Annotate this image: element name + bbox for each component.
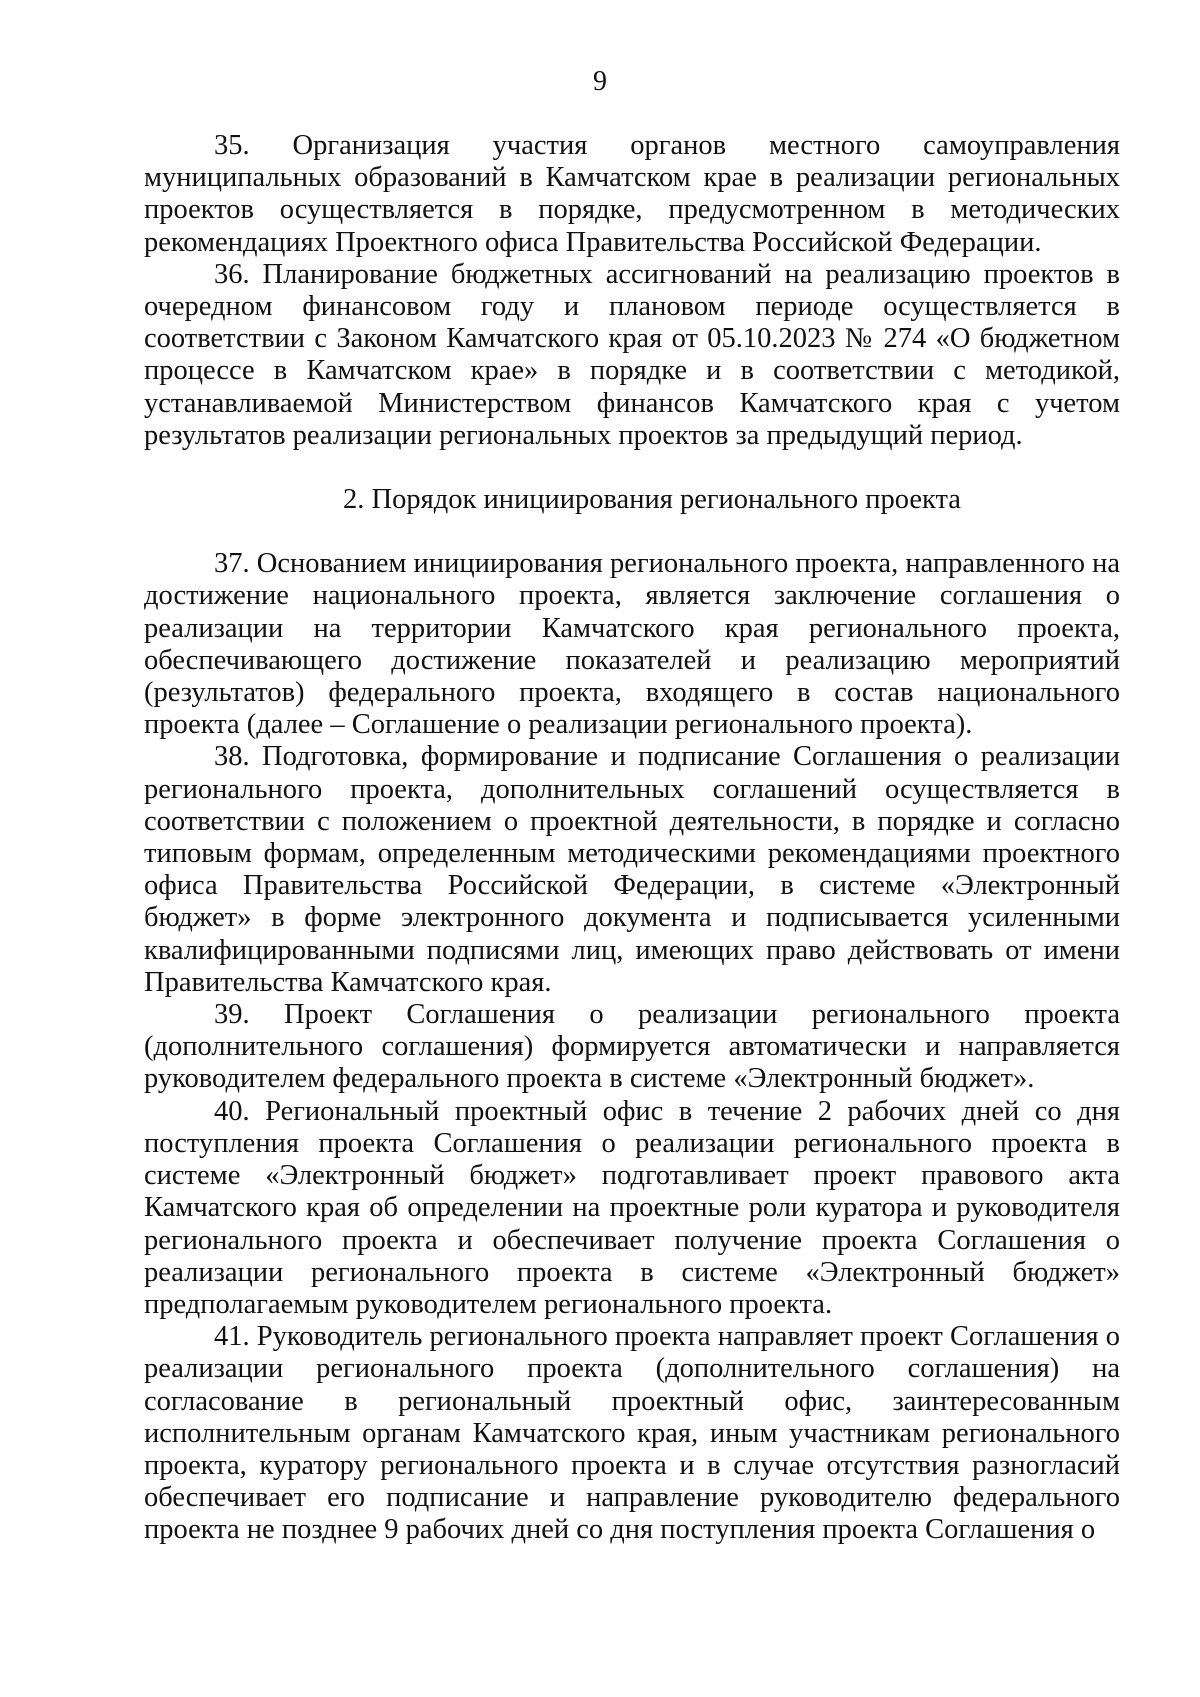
paragraph-38: 38. Подготовка, формирование и подписание Соглашения о реализации регионального проекта, дополнительных соглашений осуществляется в соответствии с положением о проектной деятельности, в порядке и согласно типовым формам, определенным методическими рекомендациями проектного офиса Правительства Российской Федерации, в системе «Электронный бюджет» в форме электронного документа и подписывается усиленными квалифицированными подписями лиц, имеющих право действовать от имени Правительства Камчатского края. [144,741,1120,998]
section-heading: 2. Порядок инициирования регионального проекта [343,484,961,516]
paragraph-39: 39. Проект Соглашения о реализации регионального проекта (дополнительного соглашения) формируется автоматически и направляется руководителем федерального проекта в системе «Электронный бюджет». [144,999,1120,1095]
page-number: 9 [593,66,607,97]
paragraph-36: 36. Планирование бюджетных ассигнований на реализацию проектов в очередном финансовом году и плановом периоде осуществляется в соответствии с Законом Камчатского края от 05.10.2023 № 274 «О бюджетном процессе в Камчатском крае» в порядке и в соответствии с методикой, устанавливаемой Министерством финансов Камчатского края с учетом результатов реализации региональных проектов за предыдущий период. [144,258,1120,451]
paragraph-40: 40. Региональный проектный офис в течение 2 рабочих дней со дня поступления проекта Соглашения о реализации регионального проекта в системе «Электронный бюджет» подготавливает проект правового акта Камчатского края об определении на проектные роли куратора и руководителя регионального проекта и обеспечивает получение проекта Соглашения о реализации регионального проекта в системе «Электронный бюджет» предполагаемым руководителем регионального проекта. [144,1095,1120,1320]
document-body [144,130,1120,1547]
paragraph-41: 41. Руководитель регионального проекта направляет проект Соглашения о реализации регионального проекта (дополнительного соглашения) на согласование в региональный проектный офис, заинтересованным исполнительным органам Камчатского края, иным участникам регионального проекта, куратору регионального проекта и в случае отсутствия разногласий обеспечивает его подписание и направление руководителю федерального проекта не позднее 9 рабочих дней со дня поступления проекта Соглашения о [144,1321,1120,1546]
paragraph-35: 35. Организация участия органов местного самоуправления муниципальных образований в Камчатском крае в реализации региональных проектов осуществляется в порядке, предусмотренном в методических рекомендациях Проектного офиса Правительства Российской Федерации. [144,130,1120,258]
paragraph-37: 37. Основанием инициирования регионального проекта, направленного на достижение национального проекта, является заключение соглашения о реализации на территории Камчатского края регионального проекта, обеспечивающего достижение показателей и реализацию мероприятий (результатов) федерального проекта, входящего в состав национального проекта (далее – Соглашение о реализации регионального проекта). [144,548,1120,741]
